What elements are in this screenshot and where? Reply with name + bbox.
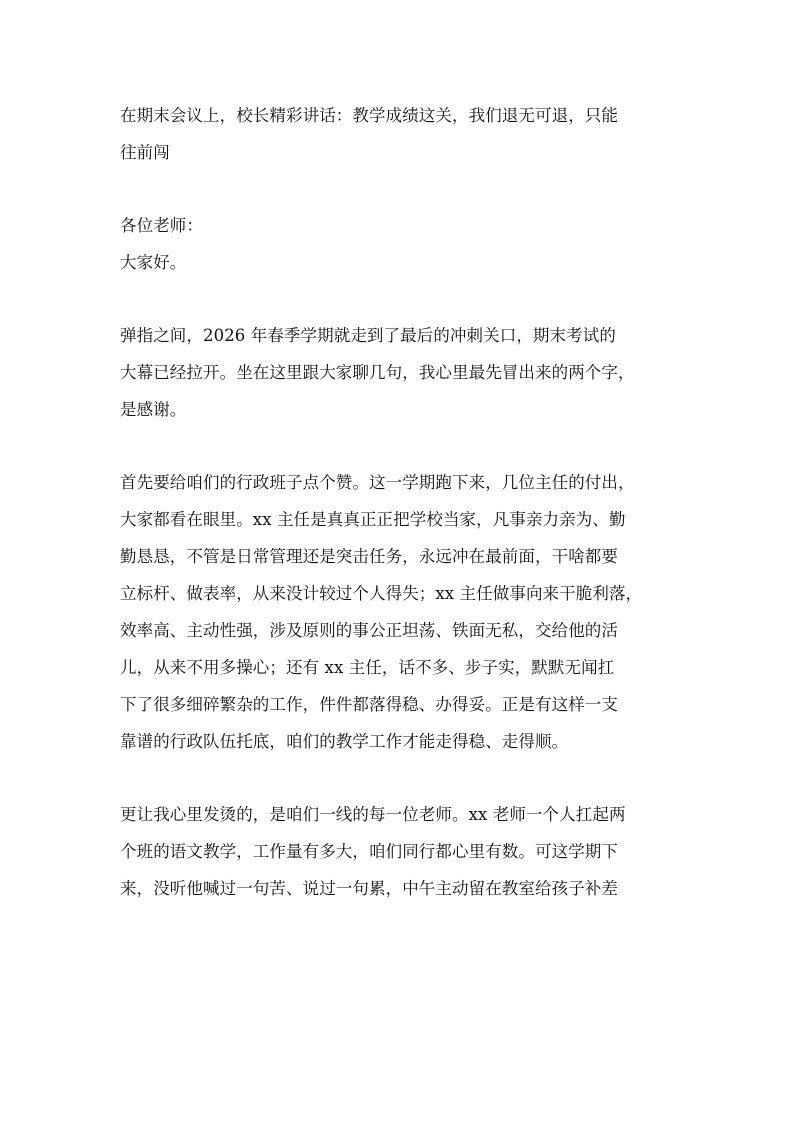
paragraph-3-line: 更让我心里发烫的，是咱们一线的每一位老师。xx 老师一个人扛起两 <box>120 805 626 824</box>
paragraph-3-line: 个班的语文教学，工作量有多大，咱们同行都心里有数。可这学期下 <box>120 842 618 861</box>
paragraph-1-line: 是感谢。 <box>120 400 187 419</box>
paragraph-1-line: 弹指之间，2026 年春季学期就走到了最后的冲刺关口，期末考试的 <box>120 326 616 345</box>
paragraph-3-line: 来，没听他喊过一句苦、说过一句累，中午主动留在教室给孩子补差 <box>120 879 618 898</box>
salutation: 各位老师： <box>120 216 203 235</box>
document-body <box>120 97 678 907</box>
paragraph-2-line: 下了很多细碎繁杂的工作，件件都落得稳、办得妥。正是有这样一支 <box>120 695 618 714</box>
paragraph-2-line: 儿，从来不用多操心；还有 xx 主任，话不多、步子实，默默无闻扛 <box>120 658 615 677</box>
paragraph-2-line: 靠谱的行政队伍托底，咱们的教学工作才能走得稳、走得顺。 <box>120 732 569 751</box>
title-line-2: 往前闯 <box>120 143 170 162</box>
paragraph-2-line: 首先要给咱们的行政班子点个赞。这一学期跑下来，几位主任的付出， <box>120 473 635 492</box>
title-line-1: 在期末会议上，校长精彩讲话：教学成绩这关，我们退无可退，只能 <box>120 106 618 125</box>
paragraph-1-line: 大幕已经拉开。坐在这里跟大家聊几句，我心里最先冒出来的两个字， <box>120 363 635 382</box>
paragraph-2-line: 勤恳恳，不管是日常管理还是突击任务，永远冲在最前面，干啥都要 <box>120 547 618 566</box>
paragraph-2-line: 大家都看在眼里。xx 主任是真真正正把学校当家，凡事亲力亲为、勤 <box>120 510 626 529</box>
paragraph-2-line: 效率高、主动性强，涉及原则的事公正坦荡、铁面无私，交给他的活 <box>120 621 618 640</box>
greeting: 大家好。 <box>120 253 187 272</box>
paragraph-2-line: 立标杆、做表率，从来没计较过个人得失；xx 主任做事向来干脆利落， <box>120 584 643 603</box>
